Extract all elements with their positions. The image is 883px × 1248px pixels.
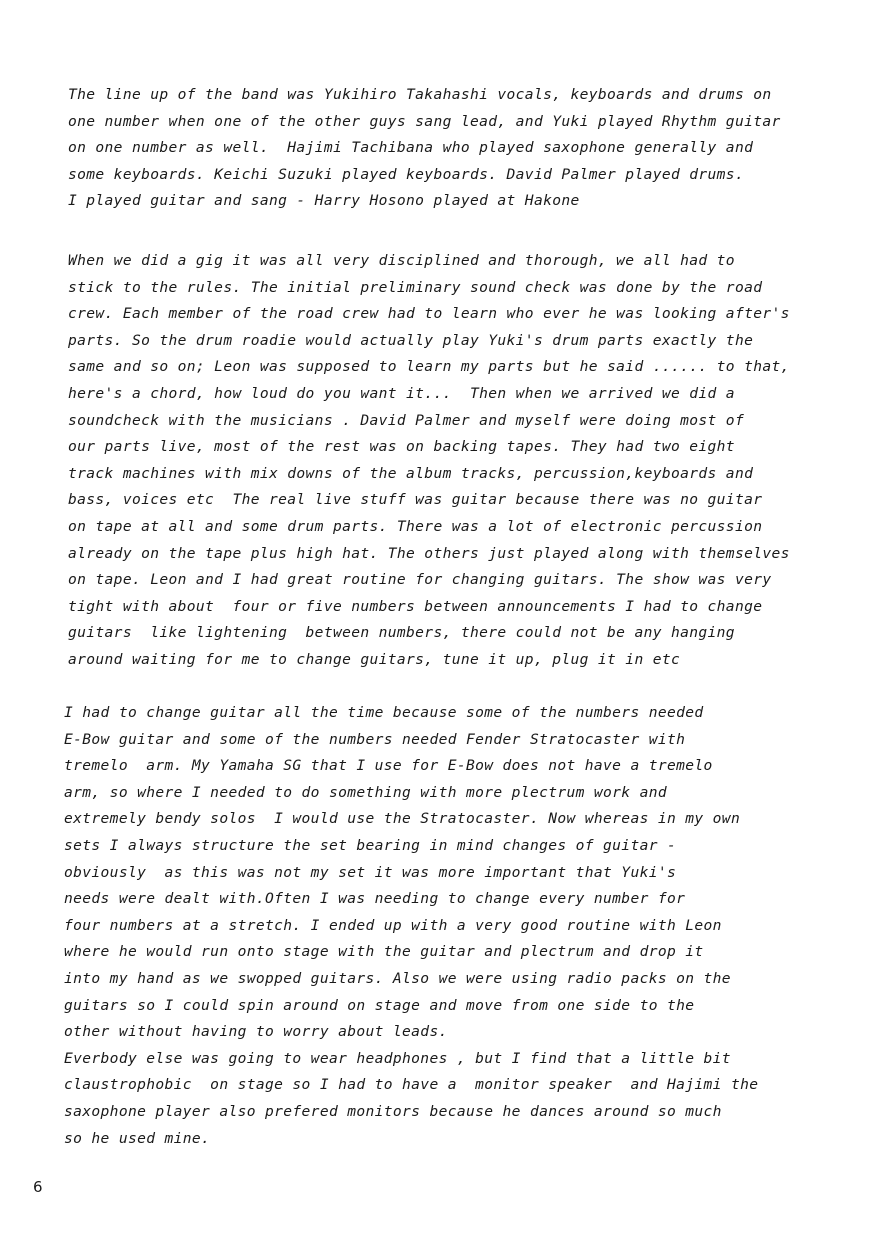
- text-line: I played guitar and sang - Harry Hosono played at Hakone: [68, 192, 580, 210]
- text-line: guitars so I could spin around on stage and move from one side to the: [64, 996, 695, 1014]
- text-line: bass, voices etc The real live stuff was guitar because there was no guitar: [68, 491, 763, 509]
- paragraph-guitar-changes: [64, 700, 784, 1152]
- text-line: guitars like lightening between numbers, there could not be any hanging: [68, 624, 735, 642]
- text-line: When we did a gig it was all very disciplined and thorough, we all had to: [68, 252, 735, 269]
- text-line: on one number as well. Hajimi Tachibana who played saxophone generally and: [68, 139, 754, 157]
- text-line: already on the tape plus high hat. The others just played along with themselves: [68, 544, 790, 562]
- text-line: our parts live, most of the rest was on backing tapes. They had two eight: [68, 438, 735, 456]
- text-line: into my hand as we swopped guitars. Also we were using radio packs on the: [64, 969, 731, 987]
- text-line: I had to change guitar all the time because some of the numbers needed: [64, 704, 704, 721]
- paragraph-band-lineup: [68, 82, 788, 215]
- text-line: soundcheck with the musicians . David Palmer and myself were doing most of: [68, 411, 745, 429]
- text-line: claustrophobic on stage so I had to have a monitor speaker and Hajimi the: [64, 1076, 759, 1094]
- text-line: Everbody else was going to wear headphones , but I find that a little bit: [64, 1049, 731, 1067]
- text-line: tremelo arm. My Yamaha SG that I use for E-Bow does not have a tremelo: [64, 757, 713, 775]
- text-line: sets I always structure the set bearing in mind changes of guitar -: [64, 836, 677, 854]
- text-line: around waiting for me to change guitars, tune it up, plug it in etc: [68, 650, 681, 668]
- text-line: The line up of the band was Yukihiro Takahashi vocals, keyboards and drums on: [68, 86, 772, 103]
- text-line: saxophone player also prefered monitors because he dances around so much: [64, 1102, 722, 1120]
- text-line: crew. Each member of the road crew had to learn who ever he was looking after's: [68, 305, 790, 323]
- text-line: some keyboards. Keichi Suzuki played keyboards. David Palmer played drums.: [68, 165, 745, 183]
- text-line: on tape at all and some drum parts. There was a lot of electronic percussion: [68, 517, 763, 535]
- text-line: one number when one of the other guys sang lead, and Yuki played Rhythm guitar: [68, 112, 781, 130]
- text-line: on tape. Leon and I had great routine for changing guitars. The show was very: [68, 571, 772, 589]
- text-line: track machines with mix downs of the album tracks, percussion,keyboards and: [68, 464, 754, 482]
- text-line: E-Bow guitar and some of the numbers needed Fender Stratocaster with: [64, 730, 686, 748]
- page-number: 6: [33, 1178, 43, 1196]
- text-line: extremely bendy solos I would use the Stratocaster. Now whereas in my own: [64, 810, 741, 828]
- text-line: parts. So the drum roadie would actually play Yuki's drum parts exactly the: [68, 331, 754, 349]
- text-line: tight with about four or five numbers between announcements I had to change: [68, 597, 763, 615]
- paragraph-gig-discipline: [68, 248, 788, 674]
- text-line: arm, so where I needed to do something with more plectrum work and: [64, 783, 667, 801]
- text-line: other without having to worry about leads.: [64, 1023, 448, 1041]
- text-line: here's a chord, how loud do you want it... Then when we arrived we did a: [68, 384, 735, 402]
- text-line: stick to the rules. The initial preliminary sound check was done by the road: [68, 278, 763, 296]
- text-line: needs were dealt with.Often I was needing to change every number for: [64, 890, 686, 908]
- text-line: where he would run onto stage with the guitar and plectrum and drop it: [64, 943, 704, 961]
- text-line: same and so on; Leon was supposed to learn my parts but he said ...... to that,: [68, 358, 790, 376]
- text-line: so he used mine.: [64, 1129, 211, 1147]
- text-line: four numbers at a stretch. I ended up with a very good routine with Leon: [64, 916, 722, 934]
- text-line: obviously as this was not my set it was more important that Yuki's: [64, 863, 677, 881]
